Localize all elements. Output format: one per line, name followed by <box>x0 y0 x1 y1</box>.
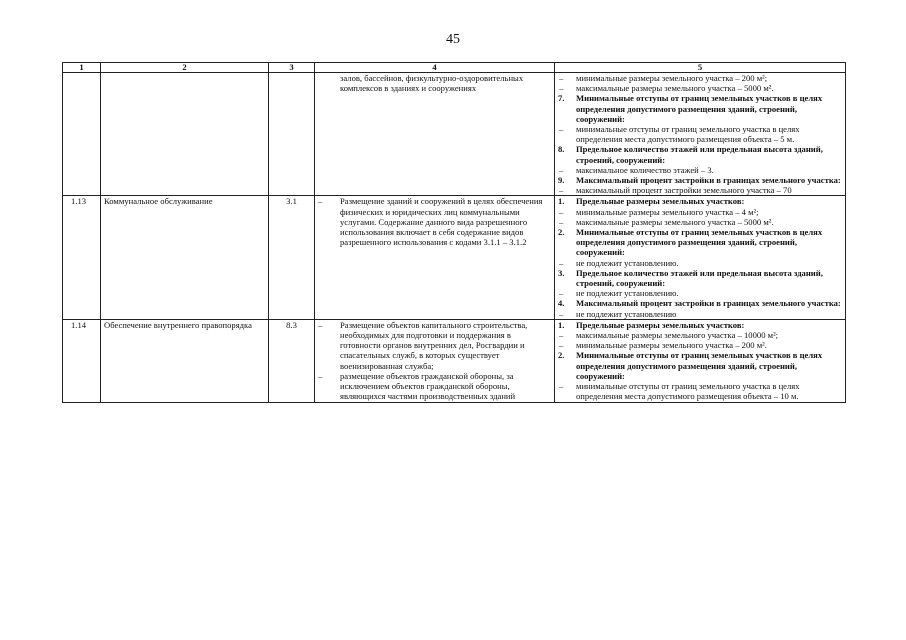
dash-marker: – <box>318 319 323 330</box>
use-type-name <box>101 73 269 196</box>
parameter-value <box>558 165 842 175</box>
parameters-list <box>558 196 842 318</box>
dash-marker: – <box>559 330 564 341</box>
description-list <box>318 196 551 247</box>
description-item <box>318 196 551 247</box>
description-text: залов, бассейнов, физкультурно-оздоровительных комплексов в зданиях и сооружениях <box>340 73 524 94</box>
item-number: 2. <box>558 227 565 238</box>
parameter-text: максимальные размеры земельного участка – 5000 м². <box>576 216 774 227</box>
row-number: 1.14 <box>63 319 101 402</box>
parameter-text: Максимальный процент застройки в границах земельного участка: <box>576 298 841 309</box>
parameters-cell <box>555 73 846 196</box>
column-header: 3 <box>269 63 315 73</box>
parameter-value <box>558 185 842 195</box>
parameter-text: Максимальный процент застройки в границах земельного участка: <box>576 175 841 186</box>
row-number <box>63 73 101 196</box>
parameters-list <box>558 320 842 402</box>
parameter-text: Минимальные отступы от границ земельных участков в целях определения допустимого размещения зданий, строений, сооружений: <box>576 350 823 381</box>
use-type-code: 8.3 <box>269 319 315 402</box>
parameter-text: максимальное количество этажей – 3. <box>576 164 714 175</box>
dash-marker: – <box>559 288 564 299</box>
parameter-heading <box>558 196 842 206</box>
parameter-value <box>558 207 842 217</box>
parameter-heading <box>558 144 842 164</box>
parameter-value <box>558 288 842 298</box>
dash-marker: – <box>559 73 564 83</box>
table-row <box>63 196 846 319</box>
parameter-text: максимальный процент застройки земельного участка – 70 <box>576 185 792 196</box>
parameter-value <box>558 381 842 401</box>
row-number: 1.13 <box>63 196 101 319</box>
use-type-code <box>269 73 315 196</box>
parameter-value <box>558 73 842 83</box>
description-item-text: Размещение объектов капитального строительства, необходимых для подготовки и поддержания в готовности органов внутренних дел, Росгвардии и спасательных служб, в которых существует военизированная служба; <box>340 319 528 371</box>
use-type-code: 3.1 <box>269 196 315 319</box>
dash-marker: – <box>559 164 564 175</box>
parameter-value <box>558 217 842 227</box>
description-item-text: Размещение зданий и сооружений в целях обеспечения физических и юридических лиц коммунальными услугами. Содержание данного вида разрешенного использования включает в себя содержание видов разрешенного использования с кодами 3.1.1 – 3.1.2 <box>340 196 543 248</box>
dash-marker: – <box>559 257 564 268</box>
column-header: 5 <box>555 63 846 73</box>
description-item-text: размещение объектов гражданской обороны, за исключением объектов гражданской обороны, являющихся частями производственных зданий <box>340 370 516 402</box>
item-number: 1. <box>558 319 565 330</box>
parameter-value <box>558 258 842 268</box>
parameters-cell <box>555 319 846 402</box>
parameter-text: не подлежит установлению <box>576 308 677 319</box>
table-row <box>63 73 846 196</box>
parameter-value <box>558 309 842 319</box>
parameters-list <box>558 73 842 195</box>
item-number: 7. <box>558 93 565 104</box>
description-item <box>318 320 551 371</box>
item-number: 4. <box>558 298 565 309</box>
item-number: 9. <box>558 175 565 186</box>
parameter-text: минимальные размеры земельного участка – 200 м². <box>576 340 767 351</box>
parameter-heading <box>558 298 842 308</box>
parameter-text: Минимальные отступы от границ земельных участков в целях определения допустимого размещения зданий, строений, сооружений: <box>576 227 823 258</box>
parameters-cell <box>555 196 846 319</box>
parameter-text: минимальные размеры земельного участка – 200 м²; <box>576 73 768 83</box>
use-type-name: Коммунальное обслуживание <box>101 196 269 319</box>
item-number: 3. <box>558 267 565 278</box>
page-number: 45 <box>446 32 460 47</box>
column-header: 2 <box>101 63 269 73</box>
zoning-table <box>62 62 846 403</box>
dash-marker: – <box>318 196 323 207</box>
parameter-heading <box>558 93 842 124</box>
use-type-name: Обеспечение внутреннего правопорядка <box>101 319 269 402</box>
dash-marker: – <box>559 206 564 217</box>
dash-marker: – <box>559 124 564 135</box>
dash-marker: – <box>559 308 564 319</box>
table-header-row <box>63 63 846 73</box>
column-header: 1 <box>63 63 101 73</box>
parameter-text: максимальные размеры земельного участка – 10000 м²; <box>576 330 779 341</box>
parameter-heading <box>558 320 842 330</box>
dash-marker: – <box>559 340 564 351</box>
parameter-value <box>558 330 842 340</box>
description-list <box>318 320 551 402</box>
parameter-text: максимальные размеры земельного участка – 5000 м². <box>576 83 774 94</box>
parameter-heading <box>558 175 842 185</box>
parameter-heading <box>558 350 842 381</box>
parameter-value <box>558 83 842 93</box>
parameter-value <box>558 340 842 350</box>
use-type-description <box>315 319 555 402</box>
table-row <box>63 319 846 402</box>
use-type-description <box>315 196 555 319</box>
parameter-text: Предельное количество этажей или предельная высота зданий, строений, сооружений: <box>576 267 823 289</box>
parameter-text: Предельные размеры земельных участков: <box>576 319 745 330</box>
item-number: 8. <box>558 144 565 155</box>
column-header: 4 <box>315 63 555 73</box>
parameter-text: минимальные размеры земельного участка – 4 м²; <box>576 206 759 217</box>
dash-marker: – <box>559 185 564 196</box>
item-number: 2. <box>558 350 565 361</box>
dash-marker: – <box>318 370 323 381</box>
use-type-description <box>315 73 555 196</box>
description-item <box>318 371 551 402</box>
item-number: 1. <box>558 196 565 207</box>
parameter-text: не подлежит установлению. <box>576 257 679 268</box>
parameter-value <box>558 124 842 144</box>
parameter-text: Минимальные отступы от границ земельных участков в целях определения допустимого размещения зданий, строений, сооружений: <box>576 93 823 124</box>
parameter-text: Предельные размеры земельных участков: <box>576 196 745 207</box>
dash-marker: – <box>559 381 564 392</box>
parameter-text: минимальные отступы от границ земельного участка в целях определения места допустимого размещения объекта – 10 м. <box>576 381 800 402</box>
dash-marker: – <box>559 216 564 227</box>
parameter-heading <box>558 227 842 258</box>
parameter-text: минимальные отступы от границ земельного участка в целях определения места допустимого размещения объекта – 5 м. <box>576 124 800 145</box>
parameter-text: Предельное количество этажей или предельная высота зданий, строений, сооружений: <box>576 144 823 165</box>
dash-marker: – <box>559 83 564 94</box>
parameter-heading <box>558 268 842 288</box>
parameter-text: не подлежит установлению. <box>576 288 679 299</box>
